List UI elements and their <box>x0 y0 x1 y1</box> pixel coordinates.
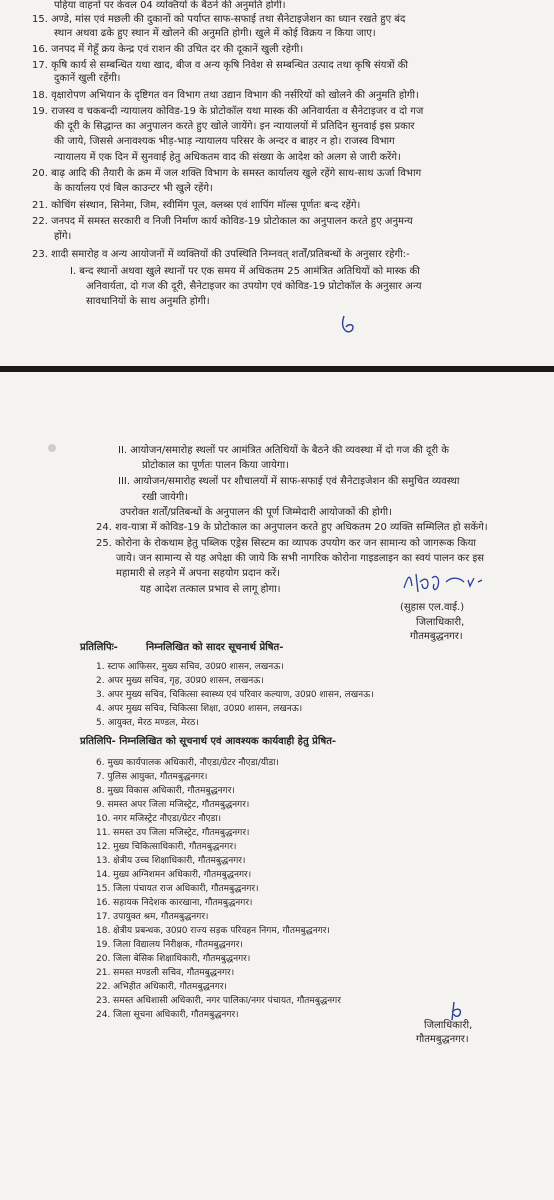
text-line: 21. कोचिंग संस्थान, सिनेमा, जिम, स्वीमिंग पूल, क्लब्स एवं शापिंग मॉल्स पूर्णतः बन्द रहेंगे। <box>32 200 361 211</box>
copy-heading-2: प्रतिलिपि- निम्नलिखित को सूचनार्थ एवं आवश्यक कार्यवाही हेतु प्रेषित- <box>80 736 337 747</box>
text-line: II. आयोजन/समारोह स्थलों पर आमंत्रित अतिथियों के बैठने की व्यवस्था में दो गज की दूरी के <box>118 445 449 456</box>
copy-list-item: 1. स्टाफ आफिसर, मुख्य सचिव, उ0प्र0 शासन, लखनऊ। <box>96 662 284 672</box>
text-line: 25. कोरोना के रोकथाम हेतु पब्लिक एड्रेस सिस्टम का व्यापक उपयोग कर जन सामान्य को जागरूक किया <box>96 538 477 549</box>
copy-list-item: 16. सहायक निदेशक कारखाना, गौतमबुद्धनगर। <box>96 898 253 908</box>
copy-list-item: 14. मुख्य अग्निशमन अधिकारी, गौतमबुद्धनगर। <box>96 870 252 880</box>
text-line: न्यायालय में एक दिन में सुनवाई हेतु अधिकतम वाद की संख्या के आदेश को अलग से जारी करेंगे। <box>54 152 401 163</box>
text-line: प्रोटोकाल का पूर्णतः पालन किया जायेगा। <box>142 460 289 471</box>
copy-list-item: 5. आयुक्त, मेरठ मण्डल, मेरठ। <box>96 718 199 728</box>
document-page-1 <box>0 0 554 366</box>
text-line: सावधानियों के साथ अनुमति होगी। <box>86 296 210 307</box>
copy-list-item: 13. क्षेत्रीय उच्च शिक्षाधिकारी, गौतमबुद्धनगर। <box>96 856 246 866</box>
text-line: यह आदेश तत्काल प्रभाव से लागू होगा। <box>140 584 281 595</box>
copy-list-item: 22. अभिहीत अधिकारी, गौतमबुद्धनगर। <box>96 982 227 992</box>
text-line: 19. राजस्व व चकबन्दी न्यायालय कोविड-19 के प्रोटोकॉल यथा मास्क की अनिवार्यता व सैनेटाइजर व दो गज <box>32 106 424 117</box>
copy-list-item: 18. क्षेत्रीय प्रबन्धक, उ0प्र0 राज्य सड़क परिवहन निगम, गौतमबुद्धनगर। <box>96 926 330 936</box>
signatory-name: (सुहास एल.वाई.) <box>400 602 465 613</box>
copy-list-item: 9. समस्त अपर जिला मजिस्ट्रेट, गौतमबुद्धनगर। <box>96 800 250 810</box>
document-page-2 <box>0 372 554 1200</box>
copy-list-item: 2. अपर मुख्य सचिव, गृह, उ0प्र0 शासन, लखनऊ। <box>96 676 264 686</box>
text-line: की जाये, जिससे अनावश्यक भीड़-भाड़ न्यायालय परिसर के अन्दर व बाहर न हो। राजस्व विभाग <box>54 136 395 147</box>
text-line: I. बन्द स्थानों अथवा खुले स्थानों पर एक समय में अधिकतम 25 आमंत्रित अतिथियों को मास्क की <box>70 266 420 277</box>
copy-list-item: 6. मुख्य कार्यपालक अधिकारी, नौएडा/ग्रेटर नौएडा/यीडा। <box>96 758 279 768</box>
text-line: रखी जायेगी। <box>142 492 188 503</box>
copy-list-item: 24. जिला सूचना अधिकारी, गौतमबुद्धनगर। <box>96 1010 239 1020</box>
text-line: 24. शव-यात्रा में कोविड-19 के प्रोटोकाल का अनुपालन करते हुए अधिकतम 20 व्यक्ति सम्मिलित हो सकेंगे। <box>96 522 488 533</box>
text-line: के कार्यालय एवं बिल काउन्टर भी खुले रहेंगे। <box>54 183 213 194</box>
text-line: होंगे। <box>54 231 72 242</box>
initial-signature-mark <box>336 314 360 336</box>
copy-list-item: 3. अपर मुख्य सचिव, चिकित्सा स्वास्थ्य एवं परिवार कल्याण, उ0प्र0 शासन, लखनऊ। <box>96 690 374 700</box>
text-line: 23. शादी समारोह व अन्य आयोजनों में व्यक्तियों की उपस्थिति निम्नवत् शर्तों/प्रतिबन्धों के अनुसार रहेगी:- <box>32 249 410 260</box>
signatory-place: गौतमबुद्धनगर। <box>410 631 463 642</box>
text-line: 16. जनपद में गेहूँ क्रय केन्द्र एवं राशन की उचित दर की दूकानें खुली रहेगी। <box>32 44 304 55</box>
signatory-title: जिलाधिकारी, <box>416 617 465 628</box>
text-line: पहिया वाहनों पर केवल 04 व्यक्तियों के बैठने की अनुमति होगी। <box>54 0 286 11</box>
copy-heading-1: निम्नलिखित को सादर सूचनार्थ प्रेषित- <box>146 642 284 653</box>
copy-list-item: 23. समस्त अधिशासी अधिकारी, नगर पालिका/नगर पंचायत, गौतमबुद्धनगर <box>96 996 341 1006</box>
copy-list-item: 21. समस्त मण्डली सचिव, गौतमबुद्धनगर। <box>96 968 235 978</box>
copy-list-item: 12. मुख्य चिकित्साधिकारी, गौतमबुद्धनगर। <box>96 842 237 852</box>
text-line: की दूरी के सिद्धान्त का अनुपालन करते हुए खोले जायेंगे। इन न्यायालयों में प्रतिदिन सुनवाई इस प्रकार <box>54 121 415 132</box>
handwritten-signature <box>398 568 494 596</box>
text-line: स्थान अथवा ढके हुए स्थान में खोलने की अनुमति होगी। खुले में कोई विक्रय न किया जाए। <box>54 28 376 39</box>
copy-list-item: 15. जिला पंचायत राज अधिकारी, गौतमबुद्धनगर। <box>96 884 259 894</box>
copy-list-item: 8. मुख्य विकास अधिकारी, गौतमबुद्धनगर। <box>96 786 235 796</box>
text-line: 20. बाढ़ आदि की तैयारी के क्रम में जल शक्ति विभाग के समस्त कार्यालय खुले रहेंगे साथ-साथ ऊर्जा विभाग <box>32 168 422 179</box>
text-line: जाये। जन सामान्य से यह अपेक्षा की जाये कि सभी नागरिक कोरोना गाइडलाइन का स्वयं पालन कर इस <box>116 553 485 564</box>
closing-place: गौतमबुद्धनगर। <box>416 1034 469 1045</box>
copy-list-item: 7. पुलिस आयुक्त, गौतमबुद्धनगर। <box>96 772 208 782</box>
text-line: III. आयोजन/समारोह स्थलों पर शौचालयों में साफ-सफाई एवं सैनेटाइजेशन की समुचित व्यवस्था <box>118 476 460 487</box>
text-line: 17. कृषि कार्य से सम्बन्धित यथा खाद, बीज व अन्य कृषि निवेश से सम्बन्धित उत्पाद तथा कृषि संयत्रों की <box>32 60 409 71</box>
copy-list-item: 11. समस्त उप जिला मजिस्ट्रेट, गौतमबुद्धनगर। <box>96 828 250 838</box>
text-line: महामारी से लड़ने में अपना सहयोग प्रदान करें। <box>116 568 281 579</box>
text-line: 15. अण्डे, मांस एवं मछली की दुकानों को पर्याप्त साफ-सफाई तथा सैनेटाइजेशन का ध्यान रखते हुए बंद <box>32 14 406 25</box>
copy-list-item: 20. जिला बेसिक शिक्षाधिकारी, गौतमबुद्धनगर। <box>96 954 251 964</box>
copy-label: प्रतिलिपिः- <box>80 642 118 653</box>
punch-hole <box>48 444 56 452</box>
text-line: उपरोक्त शर्तों/प्रतिबन्धों के अनुपालन की पूर्ण जिम्मेदारी आयोजकों की होगी। <box>120 507 392 518</box>
copy-list-item: 19. जिला विद्यालय निरीक्षक, गौतमबुद्धनगर। <box>96 940 243 950</box>
copy-list-item: 4. अपर मुख्य सचिव, चिकित्सा शिक्षा, उ0प्र0 शासन, लखनऊ। <box>96 704 303 714</box>
text-line: दुकानें खुली रहेंगी। <box>54 73 121 84</box>
text-line: अनिवार्यता, दो गज की दूरी, सैनेटाइजर का उपयोग एवं कोविड-19 प्रोटोकॉल के अनुसार अन्य <box>86 281 422 292</box>
closing-title: जिलाधिकारी, <box>424 1020 473 1031</box>
text-line: 22. जनपद में समस्त सरकारी व निजी निर्माण कार्य कोविड-19 प्रोटोकाल का अनुपालन करते हुए अनुमन्य <box>32 216 413 227</box>
copy-list-item: 10. नगर मजिस्ट्रेट नौएडा/ग्रेटर नौएडा। <box>96 814 222 824</box>
copy-list-item: 17. उपायुक्त श्रम, गौतमबुद्धनगर। <box>96 912 209 922</box>
text-line: 18. वृक्षारोपण अभियान के दृष्टिगत वन विभाग तथा उद्यान विभाग की नर्सरियों को खोलने की अनुमति होगी। <box>32 90 419 101</box>
